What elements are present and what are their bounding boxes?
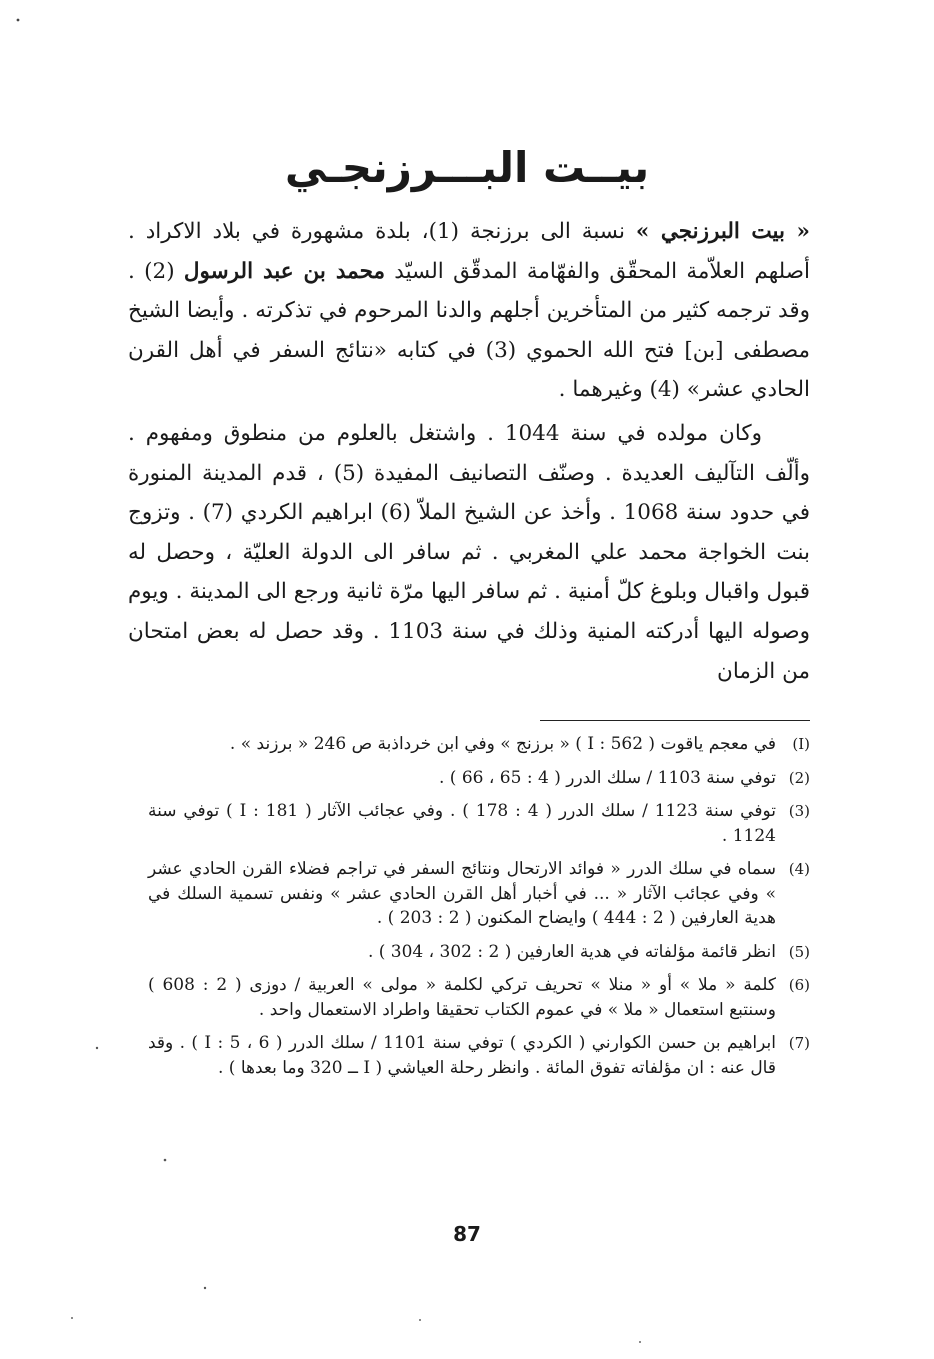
footnote-marker: (6) [788,976,810,994]
footnote-1 [148,732,810,757]
footnote-7 [148,1031,810,1080]
page-title: بيــت البـــرزنجـي [284,143,650,192]
footnote-marker: (I) [792,735,810,753]
main-text [128,212,810,691]
footnote-marker: (5) [788,942,810,961]
person-name: محمد بن عبد الرسول [183,258,385,284]
footnote-text: في معجم ياقوت ( I : 562 ) « برزنج » وفي ابن خرداذبة ص 246 « برزند » . [229,734,776,754]
footnote-marker: (4) [788,860,810,878]
footnote-text: توفي سنة 1103 / سلك الدرر ( 4 : 65 ، 66 ) . [439,767,776,788]
footnote-text: انظر قائمة مؤلفاته في هدية العارفين ( 2 : 302 ، 304 ) . [367,941,776,962]
footnote-2 [148,766,810,791]
footnote-text: توفي سنة 1123 / سلك الدرر ( 4 : 178 ) . وفي عجائب الآثار ( I : 181 ) توفي سنة 1124 . [148,801,776,846]
paragraph-2: وكان مولده في سنة 1044 . واشتغل بالعلوم من منطوق ومفهوم . وألّف التآليف العديدة . وصنّف التصانيف المفيدة (5) ، قدم المدينة المنورة في حدود سنة 1068 . وأخذ عن الشيخ الملاّ (6) ابراهيم الكردي (7) . وتزوج بنت الخواجة محمد علي المغربي . ثم سافر الى الدولة العليّة ، وحصل له قبول واقبال وبلوغ كلّ أمنية . ثم سافر اليها مرّة ثانية ورجع الى المدينة . ويوم وصوله اليها أدركته المنية وذلك في سنة 1103 . وقد حصل له بعض امتحان من الزمان [128,420,810,684]
footnote-text: كلمة « ملا » أو « منلا » تحريف تركي لكلمة « مولى » العربية / دوزى ( 2 : 608 ) وسنتبع استعمال « ملا » في عموم الكتاب تحقيقا واطراد الاستعمال واحد . [148,975,776,1020]
page-number: 87 [453,1222,481,1246]
footnote-text: ابراهيم بن حسن الكوارني ( الكردي ) توفي سنة 1101 / سلك الدرر ( I : 5 ، 6 ) . وقد قال عنه : ان مؤلفاته تفوق المائة . وانظر رحلة العياشي ( I ــ 320 وما بعدها ) . [148,1033,776,1078]
paragraph-1-text-a: نسبة الى برزنجة (1)، بلدة مشهورة في بلاد الاكراد . أصلهم العلاّمة المحقّق والفهّامة المدقّق السيّد [128,219,810,284]
footnote-6 [148,973,810,1022]
paragraph-1 [128,212,810,410]
footnotes-list [148,732,810,1089]
footnote-marker: (3) [788,802,810,820]
footnote-marker: (7) [788,1034,810,1052]
lead-term: « بيت البرزنجي » [635,219,810,244]
footnote-text: سماه في سلك الدرر « فوائد الارتحال ونتائج السفر في تراجم فضلاء القرن الحادي عشر » وفي عجائب الآثار « ... في أخبار أهل القرن الحادي عشر » ونفس تسمية السلك في هدية العارفين ( 2 : 444 ) وايضاح المكنون ( 2 : 203 ) . [148,859,776,928]
footnote-4 [148,857,810,931]
footnote-3 [148,799,810,848]
paragraph-1-text-b: (2) . وقد ترجمه كثير من المتأخرين أجلهم والدنا المرحوم في تذكرته . وأيضا الشيخ مصطفى [بن] فتح الله الحموي (3) في كتابه «نتائج السفر في أهل القرن الحادي عشر» (4) وغيرهما . [128,258,811,403]
footnote-marker: (2) [788,768,810,787]
footnote-5 [148,940,810,965]
footnote-divider [540,720,810,721]
